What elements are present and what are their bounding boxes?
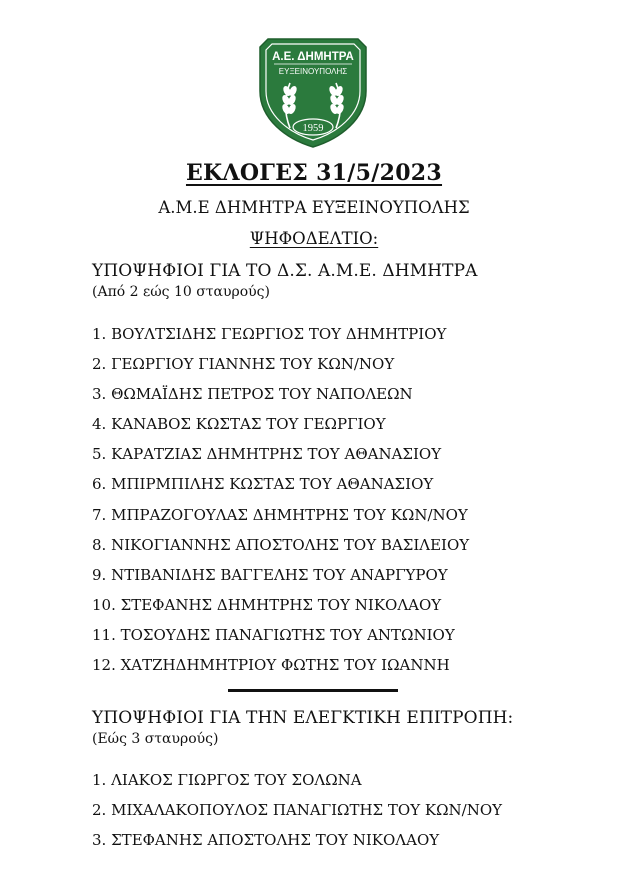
candidate-item: 1. ΛΙΑΚΟΣ ΓΙΩΡΓΟΣ ΤΟΥ ΣΟΛΩΝΑ	[92, 771, 362, 789]
candidate-item: 5. ΚΑΡΑΤΖΙΑΣ ΔΗΜΗΤΡΗΣ ΤΟΥ ΑΘΑΝΑΣΙΟΥ	[92, 445, 442, 464]
board-candidate-list	[92, 319, 612, 680]
candidate-item: 2. ΓΕΩΡΓΙΟΥ ΓΙΑΝΝΗΣ ΤΟΥ ΚΩΝ/ΝΟΥ	[92, 355, 395, 374]
page-title: ΕΚΛΟΓΕΣ 31/5/2023	[185, 160, 443, 186]
candidate-item: 11. ΤΟΣΟΥΔΗΣ ΠΑΝΑΓΙΩΤΗΣ ΤΟΥ ΑΝΤΩΝΙΟΥ	[92, 625, 455, 644]
candidate-item: 3. ΘΩΜΑΪΔΗΣ ΠΕΤΡΟΣ ΤΟΥ ΝΑΠΟΛΕΩΝ	[92, 385, 413, 404]
audit-section-note: (Εώς 3 σταυρούς)	[92, 731, 219, 747]
candidate-item: 9. ΝΤΙΒΑΝΙΔΗΣ ΒΑΓΓΕΛΗΣ ΤΟΥ ΑΝΑΡΓΥΡΟΥ	[92, 565, 448, 584]
ballot-label: ΨΗΦΟΔΕΛΤΙΟ:	[249, 229, 379, 248]
candidate-item: 3. ΣΤΕΦΑΝΗΣ ΑΠΟΣΤΟΛΗΣ ΤΟΥ ΝΙΚΟΛΑΟΥ	[92, 831, 440, 850]
crest-year: 1959	[302, 123, 324, 134]
board-section-note: (Από 2 εώς 10 σταυρούς)	[92, 284, 270, 300]
crest-shield-icon	[254, 33, 372, 149]
audit-candidates-section	[92, 708, 612, 855]
candidate-item: 6. ΜΠΙΡΜΠΙΛΗΣ ΚΩΣΤΑΣ ΤΟΥ ΑΘΑΝΑΣΙΟΥ	[92, 475, 434, 494]
candidate-item: 12. ΧΑΤΖΗΔΗΜΗΤΡΙΟΥ ΦΩΤΗΣ ΤΟΥ ΙΩΑΝΝΗ	[92, 656, 450, 675]
board-section-heading: ΥΠΟΨΗΦΙΟΙ ΓΙΑ ΤΟ Δ.Σ. Α.Μ.Ε. ΔΗΜΗΤΡΑ	[92, 261, 478, 281]
candidate-item: 10. ΣΤΕΦΑΝΗΣ ΔΗΜΗΤΡΗΣ ΤΟΥ ΝΙΚΟΛΑΟΥ	[92, 595, 442, 614]
candidate-item: 4. ΚΑΝΑΒΟΣ ΚΩΣΤΑΣ ΤΟΥ ΓΕΩΡΓΙΟΥ	[92, 415, 386, 434]
audit-section-heading: ΥΠΟΨΗΦΙΟΙ ΓΙΑ ΤΗΝ ΕΛΕΓΚΤΙΚΗ ΕΠΙΤΡΟΠΗ:	[92, 708, 514, 728]
section-divider	[228, 689, 398, 692]
crest-line2: ΕΥΞΕΙΝΟΥΠΟΛΗΣ	[278, 67, 348, 76]
candidate-item: 8. ΝΙΚΟΓΙΑΝΝΗΣ ΑΠΟΣΤΟΛΗΣ ΤΟΥ ΒΑΣΙΛΕΙΟΥ	[92, 535, 470, 554]
candidate-item: 1. ΒΟΥΛΤΣΙΔΗΣ ΓΕΩΡΓΙΟΣ ΤΟΥ ΔΗΜΗΤΡΙΟΥ	[92, 325, 447, 343]
audit-candidate-list	[92, 765, 612, 855]
candidate-item: 7. ΜΠΡΑΖΟΓΟΥΛΑΣ ΔΗΜΗΤΡΗΣ ΤΟΥ ΚΩΝ/ΝΟΥ	[92, 505, 468, 524]
board-candidates-section	[92, 261, 612, 680]
association-name: Α.Μ.Ε ΔΗΜΗΤΡΑ ΕΥΞΕΙΝΟΥΠΟΛΗΣ	[158, 198, 470, 217]
club-crest-logo	[254, 33, 372, 149]
crest-line1: Α.Ε. ΔΗΜΗΤΡΑ	[272, 51, 354, 63]
candidate-item: 2. ΜΙΧΑΛΑΚΟΠΟΥΛΟΣ ΠΑΝΑΓΙΩΤΗΣ ΤΟΥ ΚΩΝ/ΝΟΥ	[92, 801, 503, 820]
